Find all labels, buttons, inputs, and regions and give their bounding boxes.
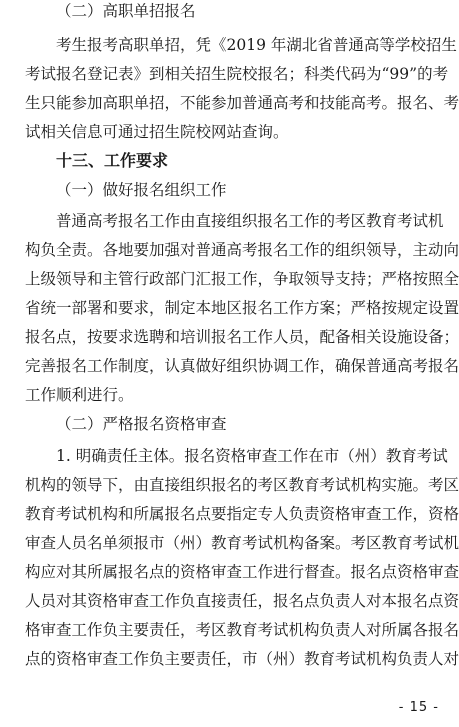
paragraph-line: 构负全责。各地要加强对普通高考报名工作的组织领导，主动向 bbox=[25, 241, 459, 259]
paragraph-line: 考试报名登记表》到相关招生院校报名；科类代码为“99”的考 bbox=[25, 65, 449, 83]
section-heading-review: （二）严格报名资格审查 bbox=[56, 415, 227, 433]
paragraph-line: 上级领导和主管行政部门汇报工作，争取领导支持；严格按照全 bbox=[25, 270, 459, 288]
paragraph-line: 普通高考报名工作由直接组织报名工作的考区教育考试机 bbox=[56, 212, 444, 230]
paragraph-line: 构应对其所属报名点的资格审查工作进行督查。报名点资格审查 bbox=[25, 563, 459, 581]
paragraph-line: 生只能参加高职单招，不能参加普通高考和技能高考。报名、考 bbox=[25, 94, 459, 112]
paragraph-line: 考生报考高职单招，凭《2019 年湖北省普通高等学校招生 bbox=[56, 36, 457, 54]
paragraph-line: 试相关信息可通过招生院校网站查询。 bbox=[25, 123, 289, 141]
page-number: - 15 - bbox=[398, 700, 439, 715]
section-heading-work-requirements: 十三、工作要求 bbox=[56, 151, 169, 170]
paragraph-line: 1. 明确责任主体。报名资格审查工作在市（州）教育考试 bbox=[56, 447, 448, 465]
paragraph-line: 点的资格审查工作负主要责任，市（州）教育考试机构负责人对 bbox=[25, 650, 459, 668]
paragraph-line: 报名点，按要求选聘和培训报名工作人员，配备相关设施设备； bbox=[25, 328, 459, 346]
section-heading-vocational: （二）高职单招报名 bbox=[56, 2, 196, 20]
paragraph-line: 省统一部署和要求，制定本地区报名工作方案；严格按规定设置 bbox=[25, 299, 459, 317]
paragraph-line: 格审查工作负主要责任，考区教育考试机构负责人对所属各报名 bbox=[25, 621, 459, 639]
paragraph-line: 完善报名工作制度，认真做好组织协调工作，确保普通高考报名 bbox=[25, 357, 459, 375]
paragraph-line: 机构的领导下，由直接组织报名的考区教育考试机构实施。考区 bbox=[25, 476, 459, 494]
paragraph-line: 教育考试机构和所属报名点要指定专人负责资格审查工作，资格 bbox=[25, 505, 459, 523]
paragraph-line: 工作顺利进行。 bbox=[25, 386, 134, 404]
paragraph-line: 审查人员名单须报市（州）教育考试机构备案。考区教育考试机 bbox=[25, 534, 459, 552]
section-heading-organization: （一）做好报名组织工作 bbox=[56, 181, 227, 199]
paragraph-line: 人员对其资格审查工作负直接责任，报名点负责人对本报名点资 bbox=[25, 592, 459, 610]
